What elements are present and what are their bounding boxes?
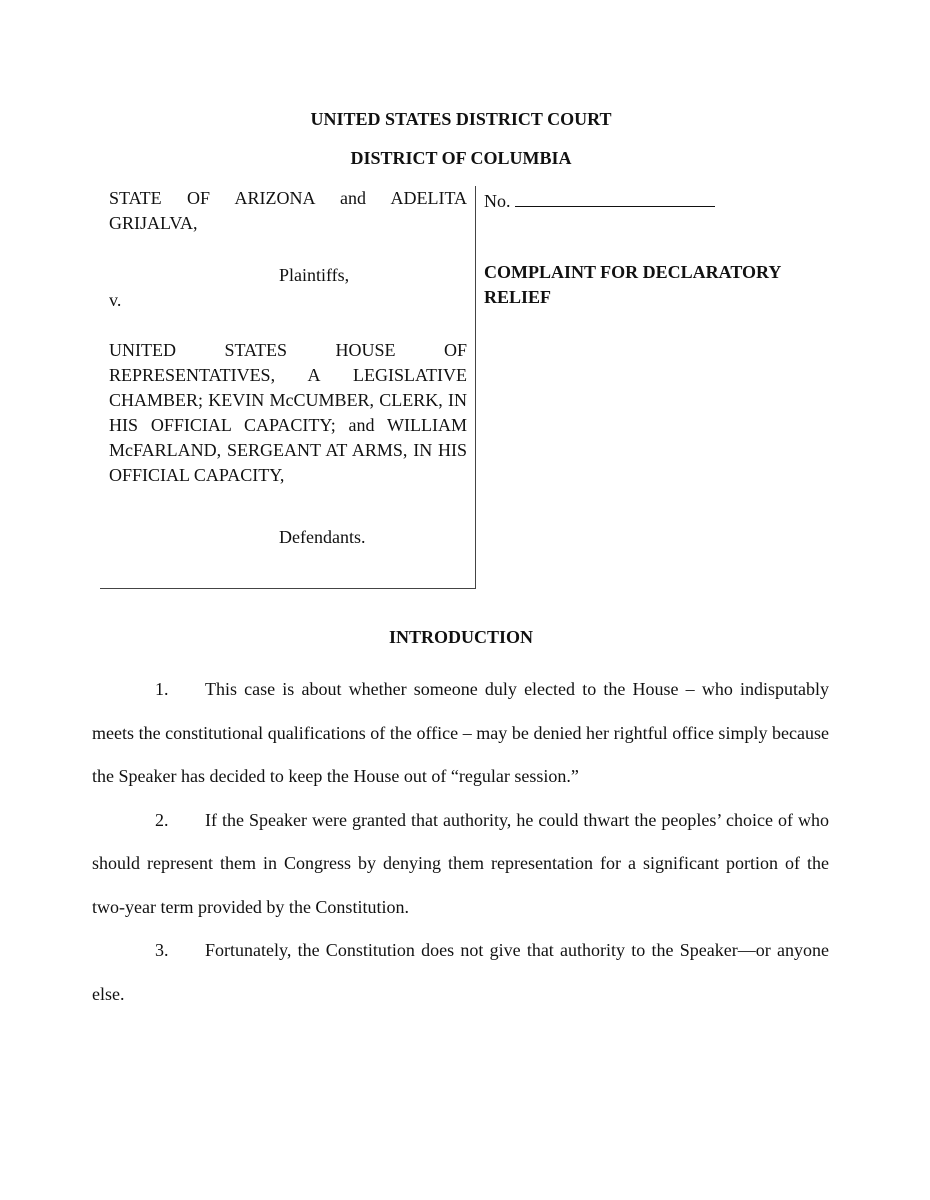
- paragraph-number: 3.: [155, 940, 169, 960]
- plaintiffs-names: STATE OF ARIZONA and ADELITA GRIJALVA,: [109, 188, 467, 233]
- case-number-field: [484, 189, 715, 212]
- versus-label: v.: [109, 290, 122, 310]
- case-number-blank-line: [515, 189, 715, 207]
- paragraph-2: [92, 799, 829, 930]
- plaintiffs-label: Plaintiffs,: [279, 265, 350, 285]
- court-district: DISTRICT OF COLUMBIA: [350, 148, 572, 168]
- introduction-body: [92, 668, 829, 1016]
- case-number-label: No.: [484, 191, 511, 211]
- paragraph-text: Fortunately, the Constitution does not give that authority to the Speaker—or anyone else.: [92, 940, 829, 1004]
- paragraph-number: 1.: [155, 679, 169, 699]
- defendants-names: UNITED STATES HOUSE OF REPRESENTATIVES, A LEGISLATIVE CHAMBER; KEVIN McCUMBER, CLERK, IN HIS OFFICIAL CAPACITY; and WILLIAM McFARLAND, SERGEANT AT ARMS, IN HIS OFFICIAL CAPACITY,: [109, 340, 467, 485]
- caption-parties-box: [100, 186, 476, 589]
- paragraph-number: 2.: [155, 809, 169, 830]
- defendants-label: Defendants.: [279, 527, 366, 547]
- paragraph-1: [92, 668, 829, 799]
- paragraph-text: If the Speaker were granted that authority, he could thwart the peoples’ choice of who should represent them in Congress by denying them representation for a significant portion of the two-year term provided by the Constitution.: [92, 809, 829, 917]
- court-title: UNITED STATES DISTRICT COURT: [310, 109, 612, 129]
- paragraph-3: [92, 929, 829, 1016]
- section-heading-introduction: INTRODUCTION: [388, 627, 534, 647]
- paragraph-text: This case is about whether someone duly elected to the House – who indisputably meets the constitutional qualifications of the office – may be denied her rightful office simply because the Speaker has decided to keep the House out of “regular session.”: [92, 679, 829, 786]
- complaint-title: COMPLAINT FOR DECLARATORY RELIEF: [484, 262, 781, 307]
